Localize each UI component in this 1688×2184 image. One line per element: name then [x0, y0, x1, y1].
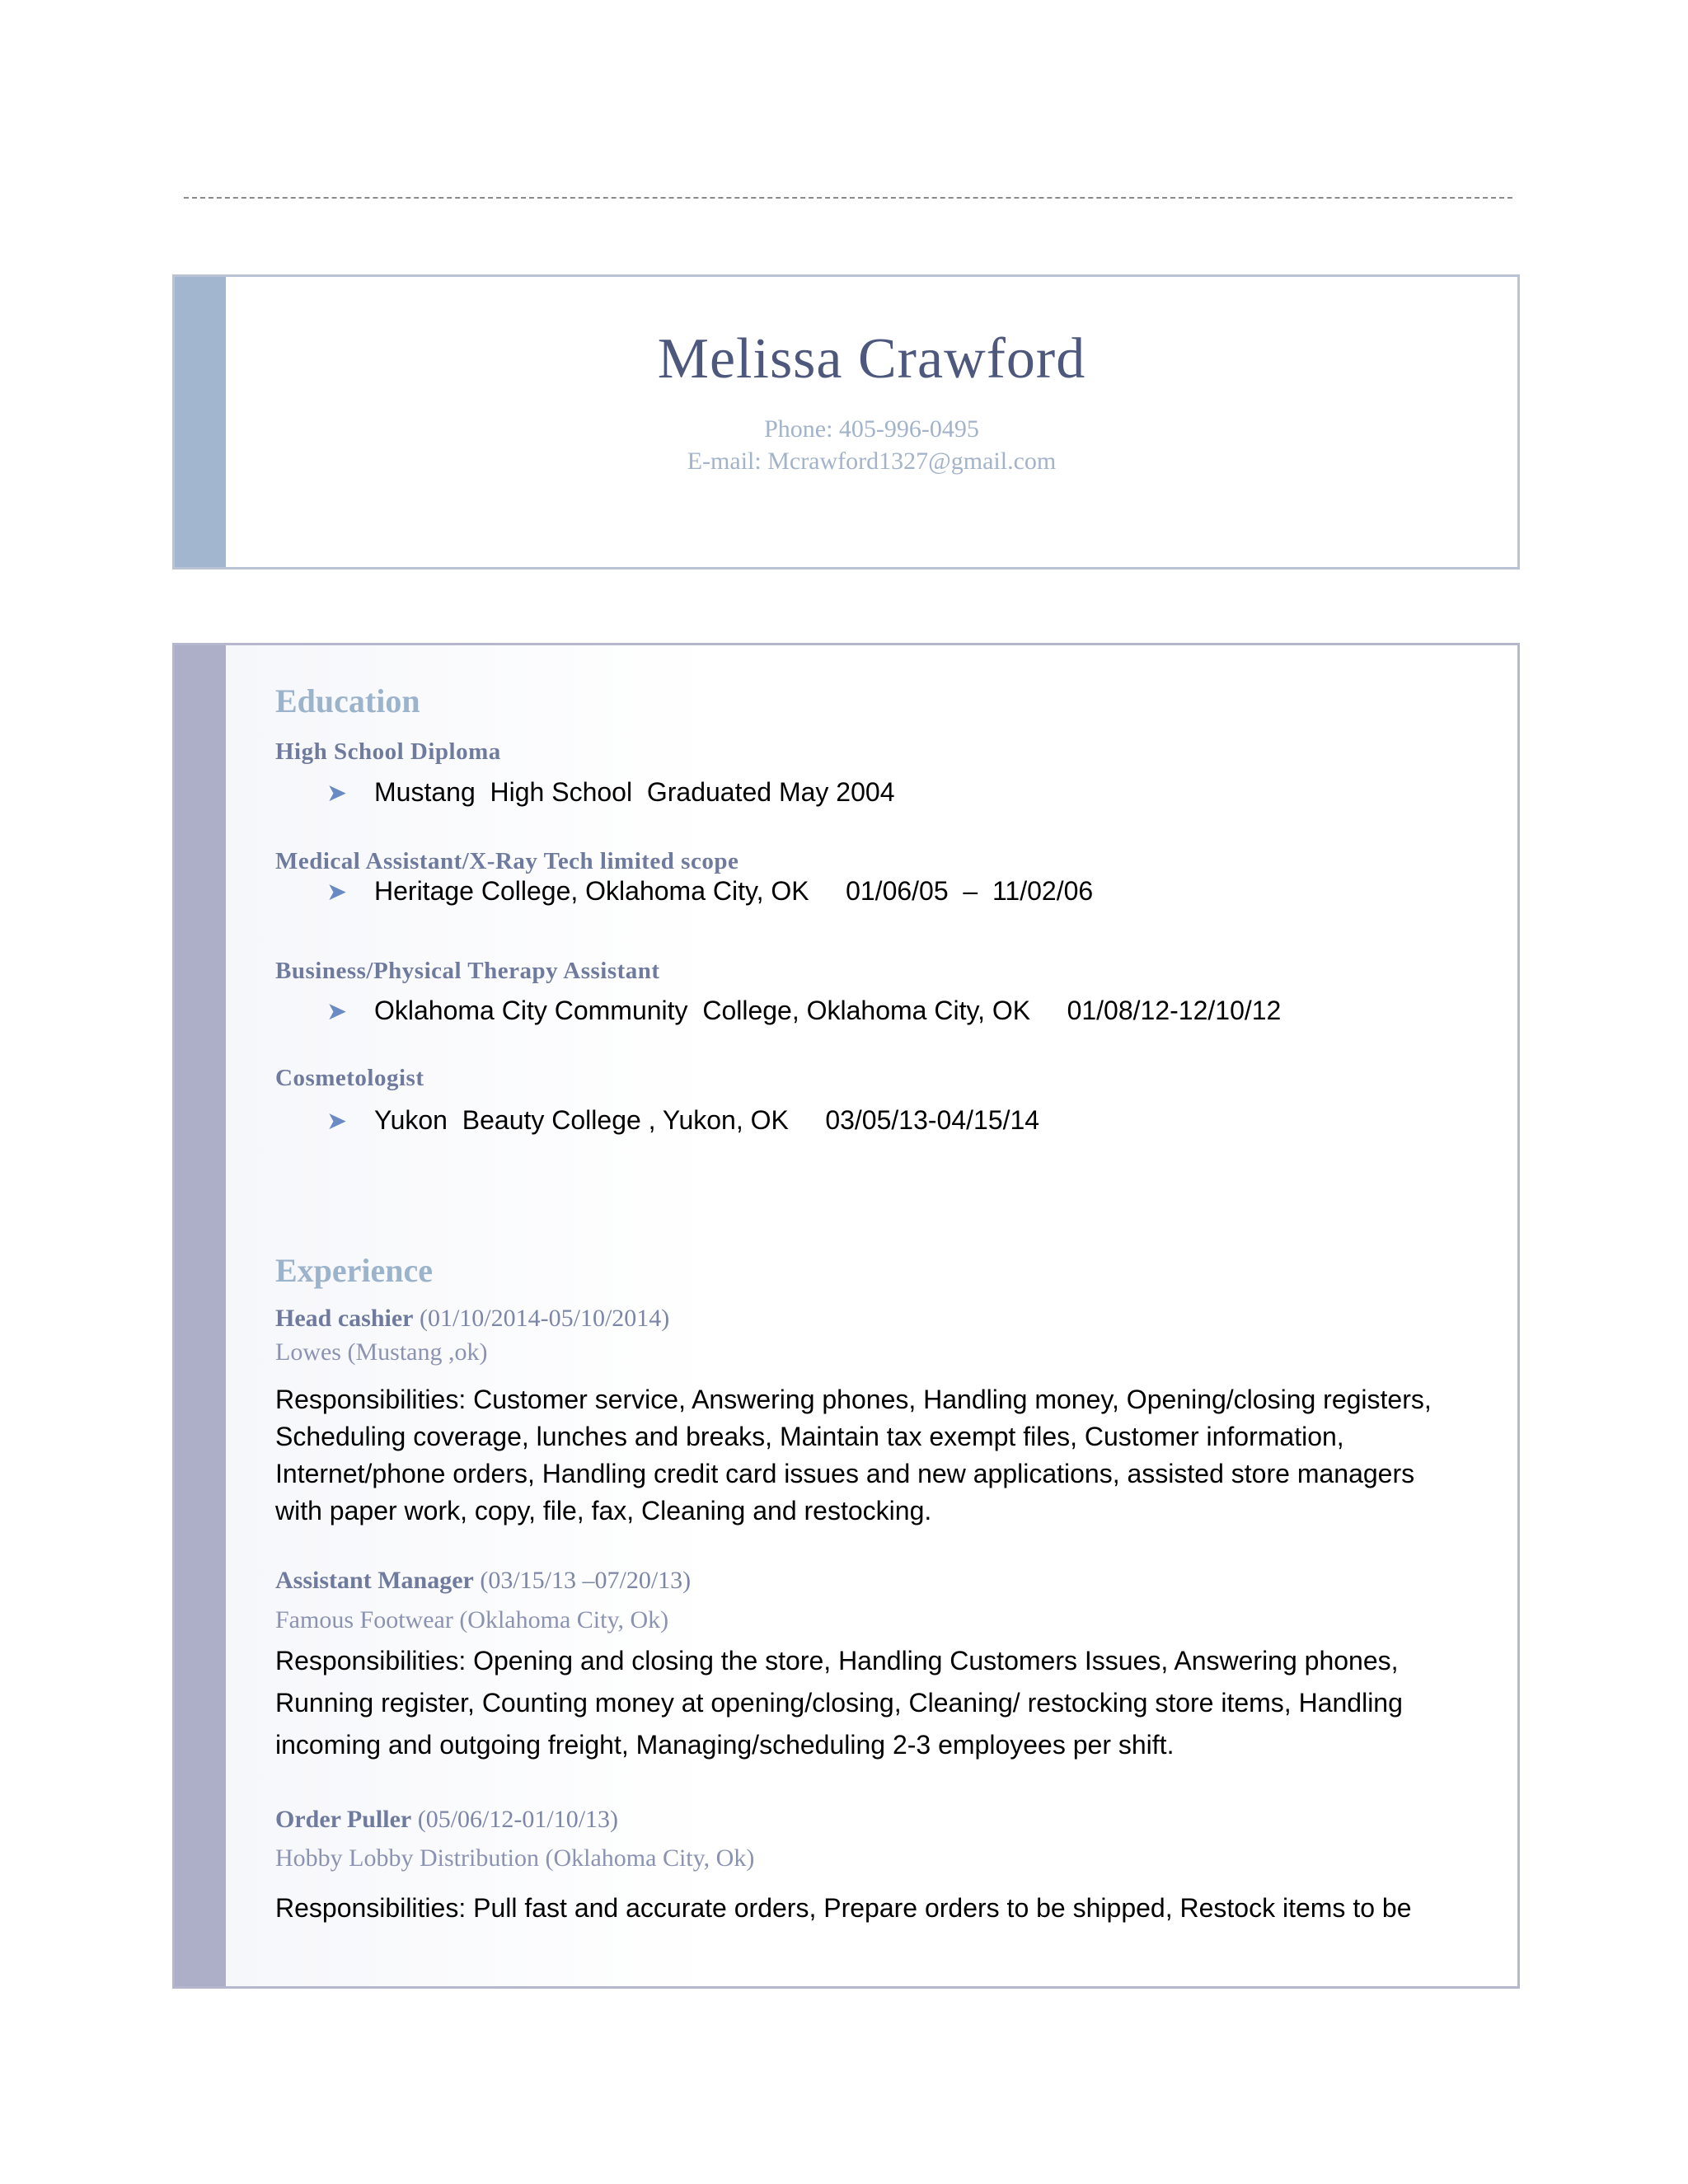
- education-detail-text: Mustang High School Graduated May 2004: [374, 777, 895, 807]
- education-detail: [275, 1105, 1039, 1136]
- job-title-line: [275, 1305, 669, 1333]
- arrowhead-bullet-icon: ➤: [326, 879, 348, 906]
- education-detail-text: Oklahoma City Community College, Oklahoma City, OK 01/08/12-12/10/12: [374, 996, 1282, 1025]
- job-dates: (01/10/2014-05/10/2014): [419, 1305, 670, 1332]
- education-detail-text: Yukon Beauty College , Yukon, OK 03/05/13-04/15/14: [374, 1105, 1040, 1135]
- body-accent-bar: [175, 645, 226, 1986]
- phone-line: Phone: 405-996-0495: [764, 415, 979, 443]
- email-line: E-mail: Mcrawford1327@gmail.com: [687, 448, 1057, 475]
- job-employer: Famous Footwear (Oklahoma City, Ok): [275, 1606, 669, 1633]
- job-title-line: [275, 1806, 618, 1834]
- resume-body-box: [172, 643, 1520, 1989]
- job-employer: Hobby Lobby Distribution (Oklahoma City, Ok): [275, 1844, 755, 1872]
- job-dates: (05/06/12-01/10/13): [417, 1806, 619, 1833]
- experience-heading: Experience: [275, 1252, 434, 1289]
- job-responsibilities: Responsibilities: Customer service, Answering phones, Handling money, Opening/closing registers, Scheduling coverage, lunches and breaks, Maintain tax exempt files, Customer information, Internet/phone orders, Handling credit card issues and new applications, assisted store managers with paper work, copy, file, fax, Cleaning and restocking.: [275, 1385, 1432, 1526]
- candidate-name: Melissa Crawford: [657, 327, 1086, 391]
- education-detail: [275, 777, 894, 808]
- arrowhead-bullet-icon: ➤: [326, 1108, 348, 1135]
- job-title-line: [275, 1567, 691, 1595]
- job-title: Head cashier: [275, 1305, 414, 1332]
- degree-title: Cosmetologist: [275, 1065, 424, 1091]
- header-box: [172, 274, 1520, 569]
- education-detail: [275, 876, 1093, 907]
- degree-title: Business/Physical Therapy Assistant: [275, 958, 660, 984]
- education-detail-text: Heritage College, Oklahoma City, OK 01/06/05 – 11/02/06: [374, 876, 1094, 906]
- job-responsibilities: Responsibilities: Opening and closing the store, Handling Customers Issues, Answering phones, Running register, Counting money at opening/closing, Cleaning/ restocking store items, Handling incoming and outgoing freight, Managing/scheduling 2-3 employees per shift.: [275, 1646, 1403, 1760]
- education-heading: Education: [275, 682, 420, 719]
- job-dates: (03/15/13 –07/20/13): [480, 1567, 692, 1594]
- job-employer: Lowes (Mustang ,ok): [275, 1338, 488, 1366]
- arrowhead-bullet-icon: ➤: [326, 998, 348, 1025]
- degree-title: Medical Assistant/X-Ray Tech limited scope: [275, 848, 739, 874]
- job-title: Assistant Manager: [275, 1567, 474, 1594]
- job-title: Order Puller: [275, 1806, 412, 1833]
- degree-title: High School Diploma: [275, 738, 501, 765]
- dashed-divider: [184, 197, 1512, 199]
- arrowhead-bullet-icon: ➤: [326, 780, 348, 807]
- education-detail: [275, 996, 1281, 1026]
- job-responsibilities: Responsibilities: Pull fast and accurate orders, Prepare orders to be shipped, Restock items to be: [275, 1893, 1412, 1923]
- header-accent-bar: [175, 277, 226, 567]
